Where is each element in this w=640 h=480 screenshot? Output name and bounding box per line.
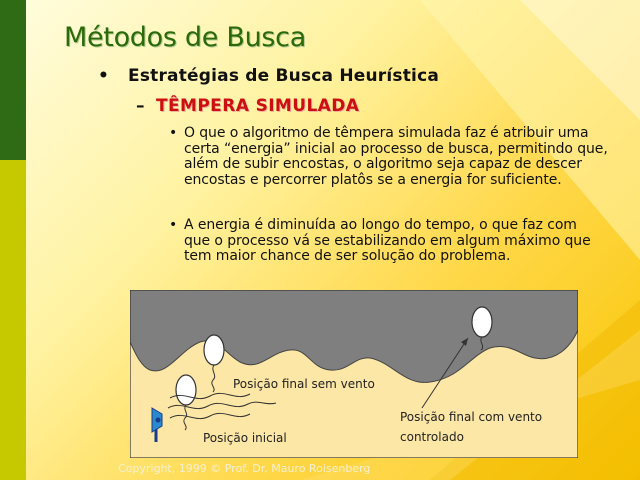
label-controlled-line2: controlado (400, 430, 464, 444)
bullet-dot: • (169, 125, 178, 141)
copyright: Copyright, 1999 © Prof. Dr. Mauro Roisenberg (118, 462, 371, 475)
dash-marker: – (136, 96, 145, 116)
label-controlled-line1: Posição final com vento (400, 410, 543, 424)
paragraph-1-text: O que o algoritmo de têmpera simulada faz é atribuir uma certa “energia” inicial ao processo de busca, permitindo que, além de subir encostas, o algoritmo seja capaz de descer encostas e percorrer platôs se a energia for suficiente. (184, 125, 608, 188)
slide-title: Métodos de Busca (64, 22, 306, 53)
left-bar-yellow (0, 160, 26, 480)
subheading: TÊMPERA SIMULADA (156, 96, 360, 116)
bullet-dot: • (169, 217, 178, 233)
paragraph-2 (169, 217, 604, 265)
annealing-figure (130, 290, 578, 458)
left-bar-green (0, 0, 26, 160)
bullet-text: Estratégias de Busca Heurística (128, 66, 440, 86)
bullet-dot: • (98, 66, 109, 86)
paragraph-2-text: A energia é diminuída ao longo do tempo, o que faz com que o processo vá se estabilizando em algum máximo que tem maior chance de ser solução do problema. (184, 217, 591, 265)
label-no-wind: Posição final sem vento (233, 377, 375, 391)
paragraph-1 (169, 125, 614, 188)
label-initial: Posição inicial (203, 431, 287, 445)
